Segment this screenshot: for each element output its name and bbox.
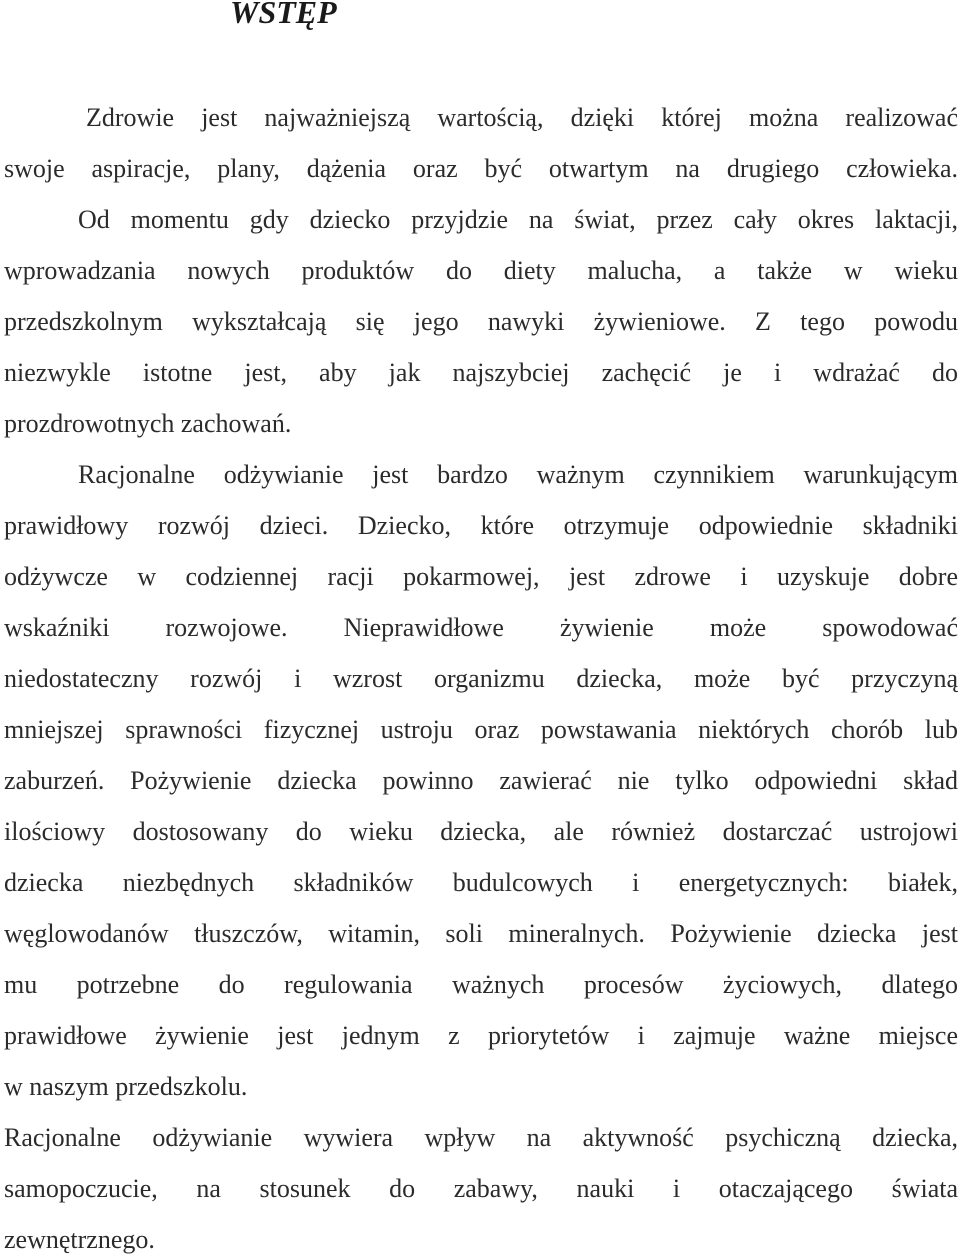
text-line: mu potrzebne do regulowania ważnych procesów życiowych, dlatego xyxy=(4,970,958,999)
text-line: mniejszej sprawności fizycznej ustroju oraz powstawania niektórych chorób lub xyxy=(4,715,958,744)
text-line: prozdrowotnych zachowań. xyxy=(4,409,292,438)
text-line: ilościowy dostosowany do wieku dziecka, ale również dostarczać ustrojowi xyxy=(4,817,958,846)
text-line: wskaźniki rozwojowe. Nieprawidłowe żywienie może spowodować xyxy=(4,613,958,642)
text-line: przedszkolnym wykształcają się jego nawyki żywieniowe. Z tego powodu xyxy=(4,307,958,336)
text-line: niedostateczny rozwój i wzrost organizmu dziecka, może być przyczyną xyxy=(4,664,958,693)
text-line: odżywcze w codziennej racji pokarmowej, jest zdrowe i uzyskuje dobre xyxy=(4,562,958,591)
text-line: prawidłowy rozwój dzieci. Dziecko, które otrzymuje odpowiednie składniki xyxy=(4,511,958,540)
text-line: wprowadzania nowych produktów do diety malucha, a także w wieku xyxy=(4,256,958,285)
text-line: w naszym przedszkolu. xyxy=(4,1072,248,1101)
text-line: Zdrowie jest najważniejszą wartością, dzięki której można realizować xyxy=(86,103,958,132)
text-line: zaburzeń. Pożywienie dziecka powinno zawierać nie tylko odpowiedni skład xyxy=(4,766,958,795)
text-line: węglowodanów tłuszczów, witamin, soli mineralnych. Pożywienie dziecka jest xyxy=(4,919,958,948)
text-line: Racjonalne odżywianie wywiera wpływ na aktywność psychiczną dziecka, xyxy=(4,1123,958,1152)
text-line: zewnętrznego. xyxy=(4,1225,155,1254)
text-line: dziecka niezbędnych składników budulcowych i energetycznych: białek, xyxy=(4,868,958,897)
text-line: swoje aspiracje, plany, dążenia oraz być otwartym na drugiego człowieka. xyxy=(4,154,958,183)
text-line: prawidłowe żywienie jest jednym z priorytetów i zajmuje ważne miejsce xyxy=(4,1021,958,1050)
text-line: niezwykle istotne jest, aby jak najszybciej zachęcić je i wdrażać do xyxy=(4,358,958,387)
text-line: Racjonalne odżywianie jest bardzo ważnym czynnikiem warunkującym xyxy=(78,460,958,489)
text-line: Od momentu gdy dziecko przyjdzie na świat, przez cały okres laktacji, xyxy=(78,205,958,234)
document-title: WSTĘP xyxy=(230,0,337,30)
text-line: samopoczucie, na stosunek do zabawy, nauki i otaczającego świata xyxy=(4,1174,958,1203)
